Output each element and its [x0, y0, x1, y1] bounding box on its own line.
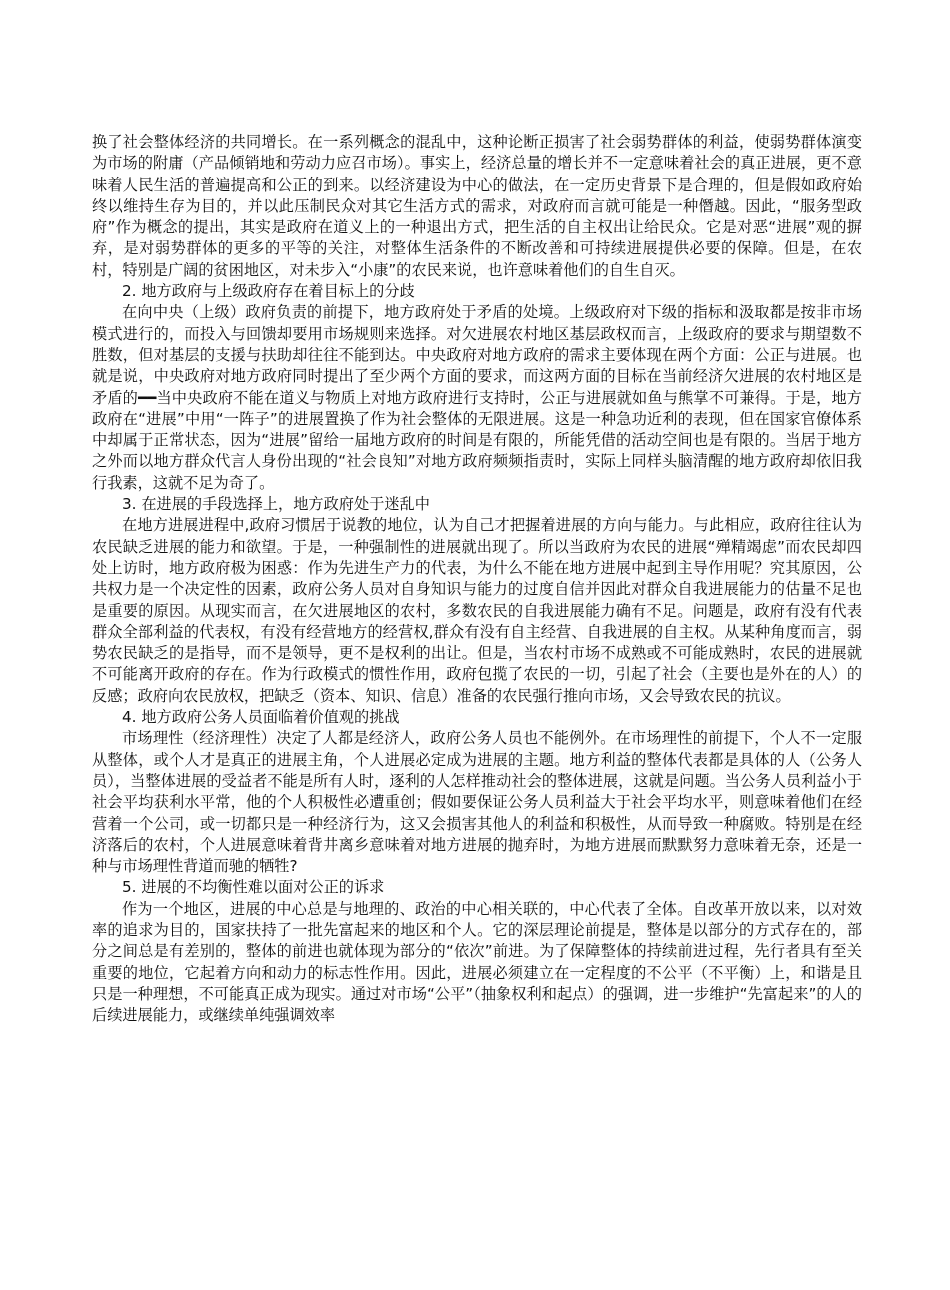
paragraph-continuation: 换了社会整体经济的共同增长。在一系列概念的混乱中，这种论断正损害了社会弱势群体的利益，使弱势群体演变为市场的附庸（产品倾销地和劳动力应召市场）。事实上，经济总量的增长并不一定意味着社会的真正进展，更不意味着人民生活的普遍提高和公正的到来。以经济建设为中心的做法，在一定历史背景下是合理的，但是假如政府始终以维持生存为目的，并以此压制民众对其它生活方式的需求，对政府而言就可能是一种僭越。因此，“服务型政府”作为概念的提出，其实是政府在道义上的一种退出方式，把生活的自主权出让给民众。它是对恶“进展”观的摒弃，是对弱势群体的更多的平等的关注，对整体生活条件的不断改善和可持续进展提供必要的保障。但是，在农村，特别是广阔的贫困地区，对未步入“小康”的农民来说，也许意味着他们的自生自灭。 — [92, 133, 862, 279]
paragraph-section-2: 在向中央（上级）政府负责的前提下，地方政府处于矛盾的处境。上级政府对下级的指标和汲取都是按非市场模式进行的，而投入与回馈却要用市场规则来选择。对欠进展农村地区基层政权而言，上级政府的要求与期望数不胜数，但对基层的支援与扶助却往往不能到达。中央政府对地方政府的需求主要体现在两个方面：公正与进展。也就是说，中央政府对地方政府同时提出了至少两个方面的要求，而这两方面的目标在当前经济欠进展的农村地区是矛盾的━━当中央政府不能在道义与物质上对地方政府进行支持时，公正与进展就如鱼与熊掌不可兼得。于是，地方政府在“进展”中用“一阵子”的进展置换了作为社会整体的无限进展。这是一种急功近利的表现，但在国家官僚体系中却属于正常状态，因为“进展”留给一届地方政府的时间是有限的，所能凭借的活动空间也是有限的。当居于地方之外而以地方群众代言人身份出现的“社会良知”对地方政府频频指责时，实际上同样头脑清醒的地方政府却依旧我行我素，这就不足为奇了。 — [92, 303, 862, 492]
section-heading-5: 5. 进展的不均衡性难以面对公正的诉求 — [122, 878, 385, 897]
section-heading-2: 2. 地方政府与上级政府存在着目标上的分歧 — [122, 282, 415, 301]
paragraph-section-3: 在地方进展进程中,政府习惯居于说教的地位，认为自己才把握着进展的方向与能力。与此相应，政府往往认为农民缺乏进展的能力和欲望。于是，一种强制性的进展就出现了。所以当政府为农民的进展“殚精竭虑”而农民却四处上访时，地方政府极为困惑：作为先进生产力的代表，为什么不能在地方进展中起到主导作用呢？究其原因，公共权力是一个决定性的因素，政府公务人员对自身知识与能力的过度自信并因此对群众自我进展能力的估量不足也是重要的原因。从现实而言，在欠进展地区的农村，多数农民的自我进展能力确有不足。问题是，政府有没有代表群众全部利益的代表权，有没有经营地方的经营权,群众有没有自主经营、自我进展的自主权。从某种角度而言，弱势农民缺乏的是指导，而不是领导，更不是权利的出让。但是，当农村市场不成熟或不可能成熟时，农民的进展就不可能离开政府的存在。作为行政模式的惯性作用，政府包揽了农民的一切，引起了社会（主要也是外在的人）的反感；政府向农民放权，把缺乏（资本、知识、信息）准备的农民强行推向市场，又会导致农民的抗议。 — [92, 516, 862, 705]
paragraph-section-4: 市场理性（经济理性）决定了人都是经济人，政府公务人员也不能例外。在市场理性的前提下，个人不一定服从整体，或个人才是真正的进展主角，个人进展必定成为进展的主题。地方利益的整体代表都是具体的人（公务人员），当整体进展的受益者不能是所有人时，逐利的人怎样推动社会的整体进展，这就是问题。当公务人员利益小于社会平均获利水平常，他的个人积极性必遭重创；假如要保证公务人员利益大于社会平均水平，则意味着他们在经营着一个公司，或一切都只是一种经济行为，这又会损害其他人的利益和积极性，从而导致一种腐败。特别是在经济落后的农村，个人进展意味着背井离乡意味着对地方进展的抛弃时，为地方进展而默默努力意味着无奈，还是一种与市场理性背道而驰的牺牲? — [92, 729, 862, 876]
section-heading-3: 3. 在进展的手段选择上，地方政府处于迷乱中 — [122, 495, 430, 514]
section-heading-4: 4. 地方政府公务人员面临着价值观的挑战 — [122, 708, 400, 727]
paragraph-section-5: 作为一个地区，进展的中心总是与地理的、政治的中心相关联的，中心代表了全体。自改革开放以来，以对效率的追求为目的，国家扶持了一批先富起来的地区和个人。它的深层理论前提是，整体是以部分的方式存在的，部分之间总是有差别的，整体的前进也就体现为部分的“依次”前进。为了保障整体的持续前进过程，先行者具有至关重要的地位，它起着方向和动力的标志性作用。因此，进展必须建立在一定程度的不公平（不平衡）上，和谐是且只是一种理想，不可能真正成为现实。通过对市场“公平”（抽象权利和起点）的强调，进一步维护“先富起来”的人的后续进展能力，或继续单纯强调效率 — [92, 899, 862, 1025]
document-body — [92, 132, 862, 1026]
